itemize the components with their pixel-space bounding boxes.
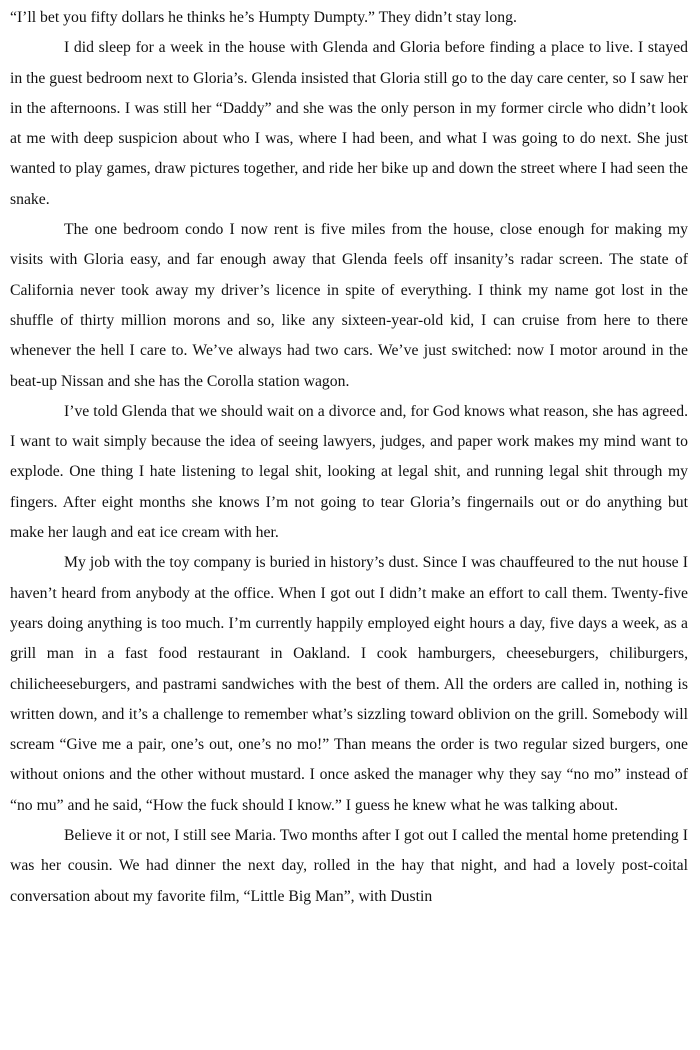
paragraph-humpty-dumpty: “I’ll bet you fifty dollars he thinks he’s Humpty Dumpty.” They didn’t stay long. <box>10 9 517 26</box>
paragraph-job: My job with the toy company is buried in history’s dust. Since I was chauffeured to the nut house I haven’t heard from anybody at the office. When I got out I didn’t make an effort to call them. Twenty-five years doing anything is too much. I’m currently happily employed eight hours a day, five days a week, as a grill man in a fast food restaurant in Oakland. I cook hamburgers, cheeseburgers, chiliburgers, chilicheeseburgers, and pastrami sandwiches with the best of them. All the orders are called in, nothing is written down, and it’s a challenge to remember what’s sizzling toward oblivion on the grill. Somebody will scream “Give me a pair, one’s out, one’s no mo!” Than means the order is two regular sized burgers, one without onions and the other without mustard. I once asked the manager why they say “no mo” instead of “no mu” and he said, “How the fuck should I know.” I guess he knew what he was talking about. <box>10 554 688 814</box>
paragraph-condo: The one bedroom condo I now rent is five miles from the house, close enough for making my visits with Gloria easy, and far enough away that Glenda feels off insanity’s radar screen. The state of California never took away my driver’s licence in spite of everything. I think my name got lost in the shuffle of thirty million morons and so, like any sixteen-year-old kid, I can cruise from here to there whenever the hell I care to. We’ve always had two cars. We’ve just switched: now I motor around in the beat-up Nissan and she has the Corolla station wagon. <box>10 221 688 390</box>
paragraph-divorce: I’ve told Glenda that we should wait on a divorce and, for God knows what reason, she has agreed. I want to wait simply because the idea of seeing lawyers, judges, and paper work makes my mind want to explode. One thing I hate listening to legal shit, looking at legal shit, and running legal shit through my fingers. After eight months she knows I’m not going to tear Gloria’s fingernails out or do anything but make her laugh and eat ice cream with her. <box>10 402 688 542</box>
paragraph-maria: Believe it or not, I still see Maria. Two months after I got out I called the mental home pretending I was her cousin. We had dinner the next day, rolled in the hay that night, and had a lovely post-coital conversation about my favorite film, “Little Big Man”, with Dustin <box>10 827 688 905</box>
paragraph-glenda-gloria: I did sleep for a week in the house with Glenda and Gloria before finding a place to live. I stayed in the guest bedroom next to Gloria’s. Glenda insisted that Gloria still go to the day care center, so I saw her in the afternoons. I was still her “Daddy” and she was the only person in my former circle who didn’t look at me with deep suspicion about who I was, where I had been, and what I was going to do next. She just wanted to play games, draw pictures together, and ride her bike up and down the street where I had seen the snake. <box>10 39 688 208</box>
